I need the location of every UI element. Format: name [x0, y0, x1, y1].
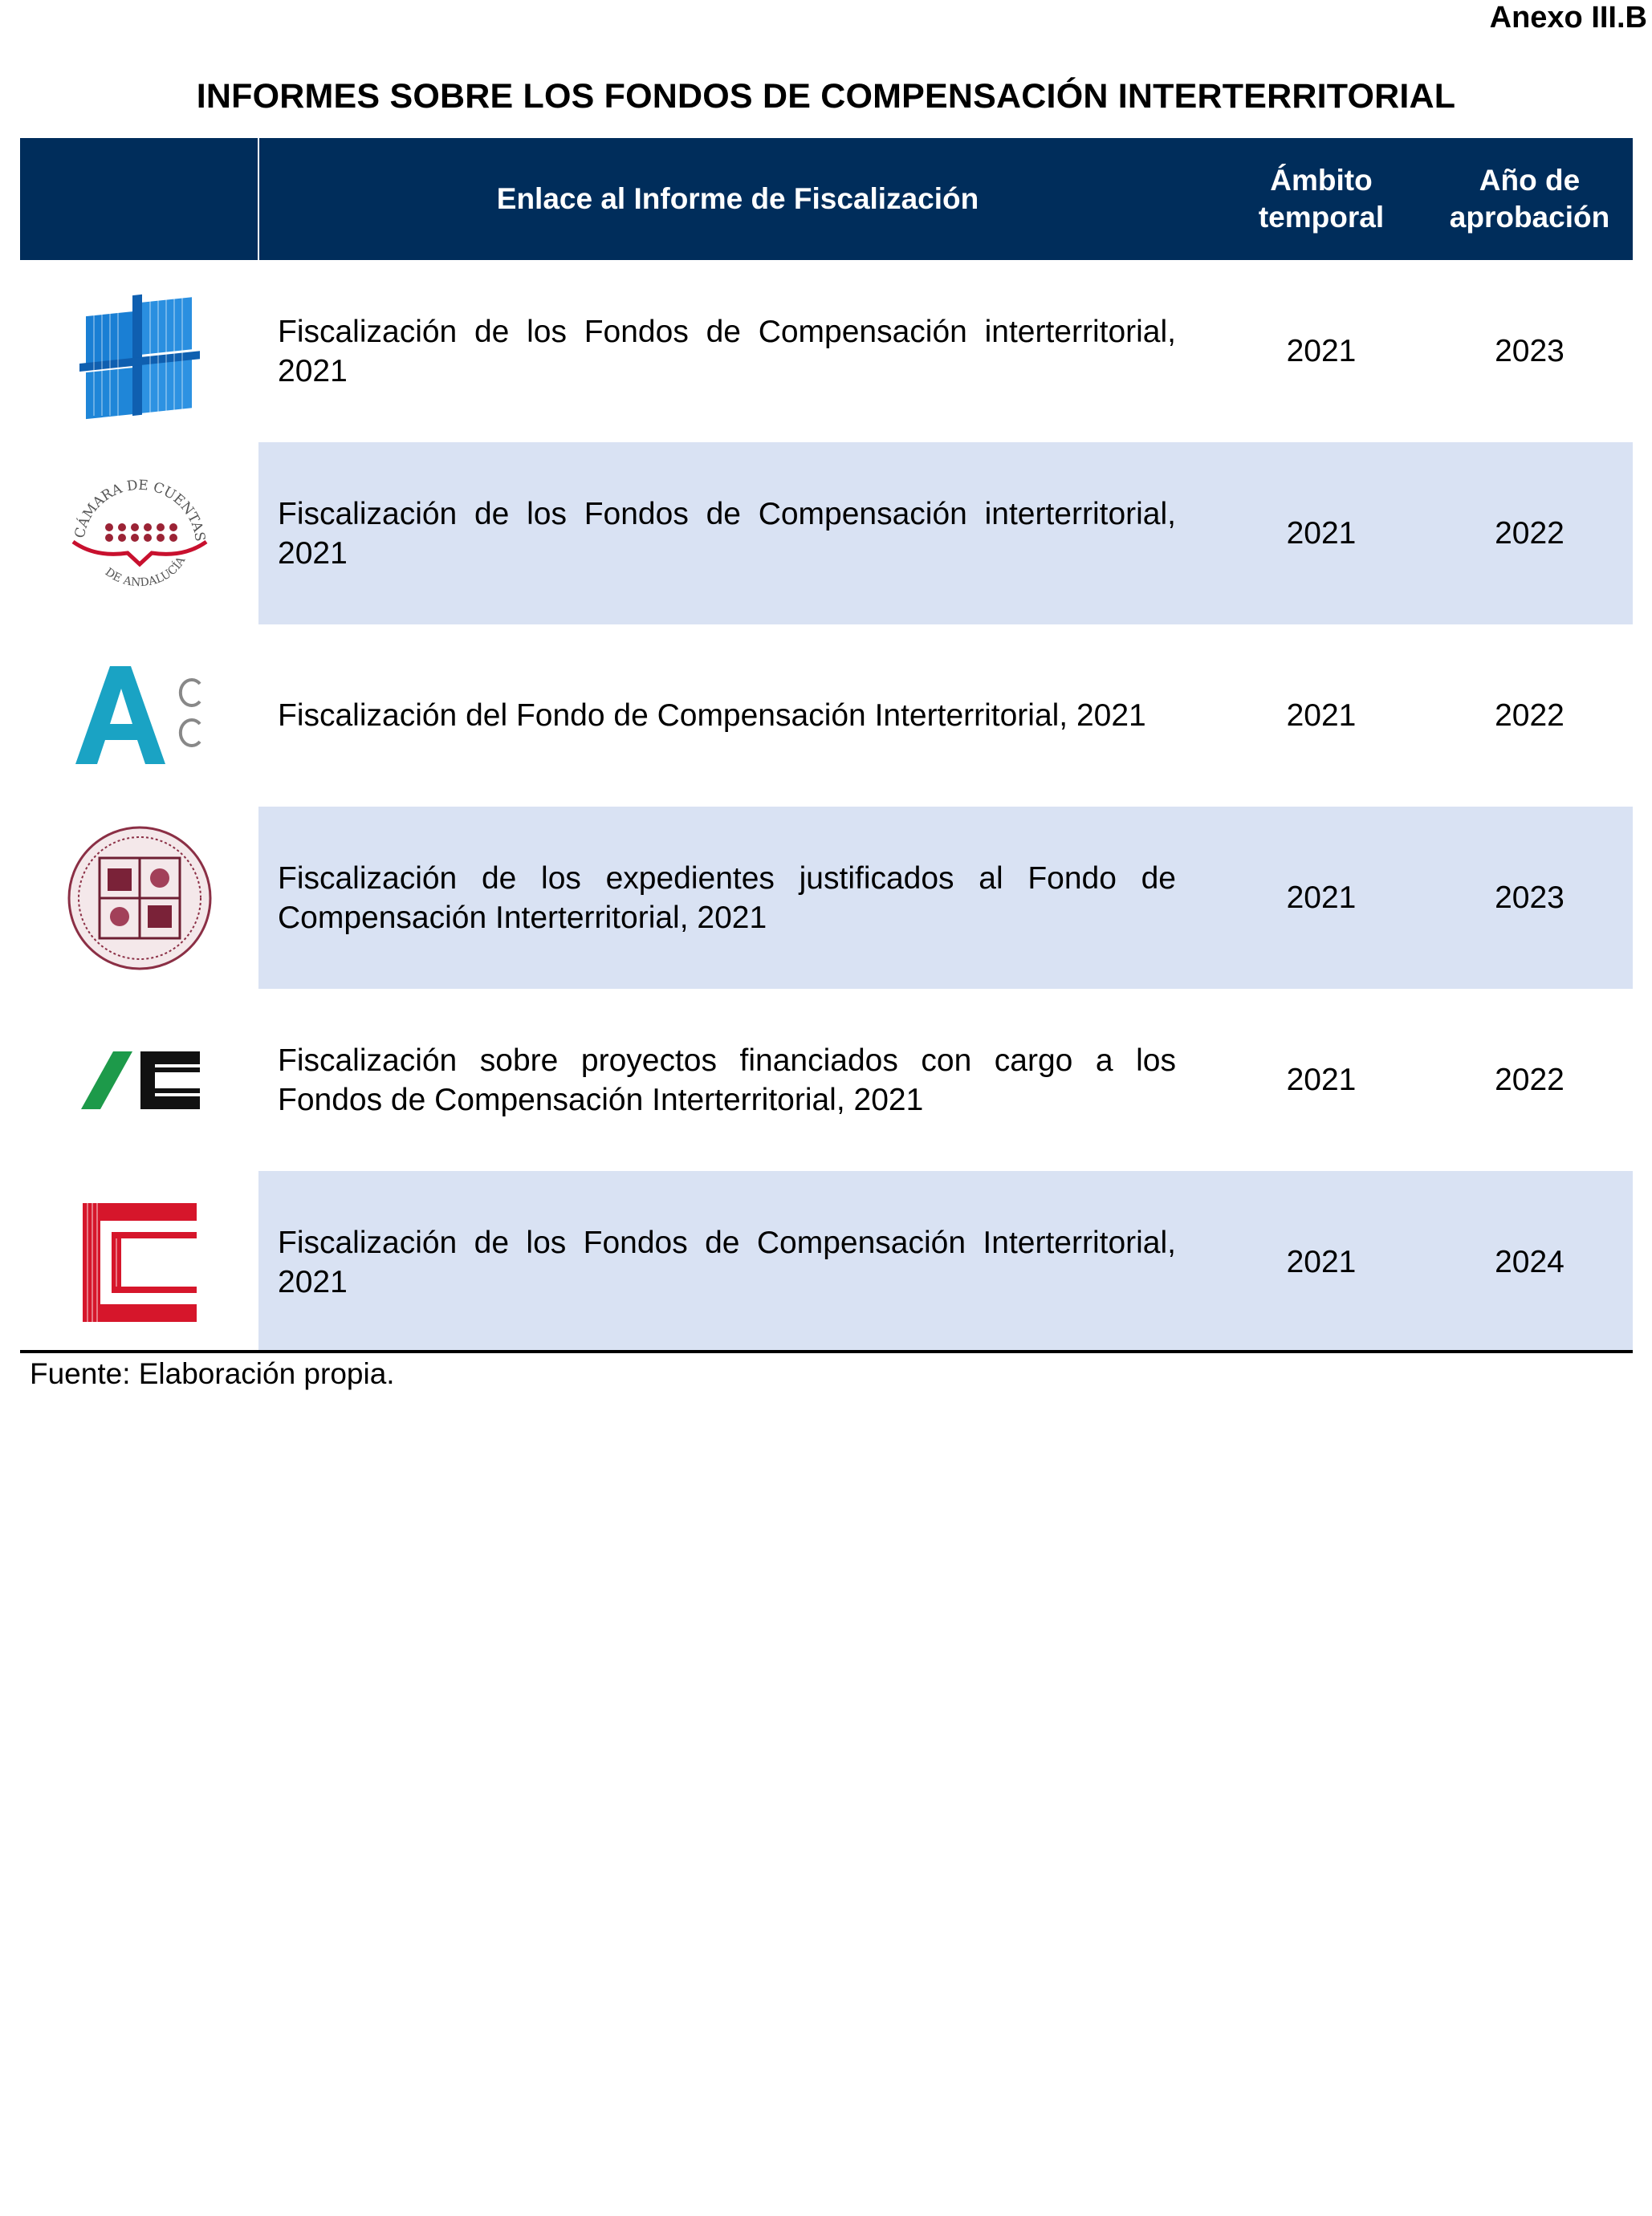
report-link[interactable]: Fiscalización de los expedientes justificados al Fondo de Compensación Interterritorial, 2021 [258, 807, 1216, 989]
logo-cell [20, 260, 258, 442]
approval-year-cell: 2024 [1426, 1171, 1633, 1353]
scope-cell: 2021 [1286, 334, 1357, 368]
annex-label: Anexo III.B [1489, 1, 1647, 35]
report-link[interactable]: Fiscalización de los Fondos de Compensación Interterritorial, 2021 [258, 1171, 1216, 1353]
table-row [20, 807, 1633, 989]
svg-text:CÁMARA DE CUENTAS: CÁMARA DE CUENTAS [71, 477, 208, 543]
table-row [20, 624, 1633, 807]
table-row [20, 989, 1633, 1171]
report-link[interactable]: Fiscalización de los Fondos de Compensación interterritorial, 2021 [258, 442, 1216, 624]
logo-cell [20, 1171, 258, 1353]
castilla-seal-logo-icon [66, 824, 214, 972]
logo-cell [20, 442, 258, 624]
logo-cell [20, 989, 258, 1171]
approval-year-cell: 2023 [1426, 807, 1633, 989]
blue-grid-logo-icon [79, 283, 200, 420]
scope-cell: 2021 [1286, 1063, 1357, 1097]
link-column-header: Enlace al Informe de Fiscalización [258, 138, 1216, 260]
report-link[interactable]: Fiscalización sobre proyectos financiados con cargo a los Fondos de Compensación Interterritorial, 2021 [278, 1043, 1176, 1117]
source-note: Fuente: Elaboración propia. [30, 1357, 395, 1390]
acc-logo-icon [71, 660, 208, 772]
report-link[interactable]: Fiscalización de los Fondos de Compensación interterritorial, 2021 [278, 314, 1176, 388]
scope-cell: 2021 [1216, 807, 1426, 989]
red-c-logo-icon [79, 1200, 200, 1325]
table-row [20, 260, 1633, 442]
sc-logo-icon [71, 1048, 208, 1112]
report-link[interactable]: Fiscalización del Fondo de Compensación Interterritorial, 2021 [278, 698, 1146, 733]
camara-de-cuentas-andalucia-logo-icon [63, 470, 216, 598]
scope-cell: 2021 [1216, 1171, 1426, 1353]
approval-year-cell: 2022 [1426, 442, 1633, 624]
scope-column-header: Ámbito temporal [1216, 138, 1426, 260]
logo-cell [20, 624, 258, 807]
table-row [20, 1171, 1633, 1353]
table-row [20, 442, 1633, 624]
scope-cell: 2021 [1216, 442, 1426, 624]
table-bottom-rule [20, 1350, 1633, 1353]
logo-cell [20, 807, 258, 989]
page-title: INFORMES SOBRE LOS FONDOS DE COMPENSACIÓN INTERTERRITORIAL [196, 77, 1456, 116]
scope-cell: 2021 [1286, 698, 1357, 733]
year-column-header: Año de aprobación [1426, 138, 1633, 260]
logo-column-header [20, 138, 258, 260]
table-header-row [20, 138, 1633, 260]
reports-table [20, 138, 1633, 1353]
approval-year-cell: 2023 [1495, 334, 1565, 368]
svg-text:DE ANDALUCÍA: DE ANDALUCÍA [102, 554, 188, 589]
approval-year-cell: 2022 [1495, 698, 1565, 733]
approval-year-cell: 2022 [1495, 1063, 1565, 1097]
